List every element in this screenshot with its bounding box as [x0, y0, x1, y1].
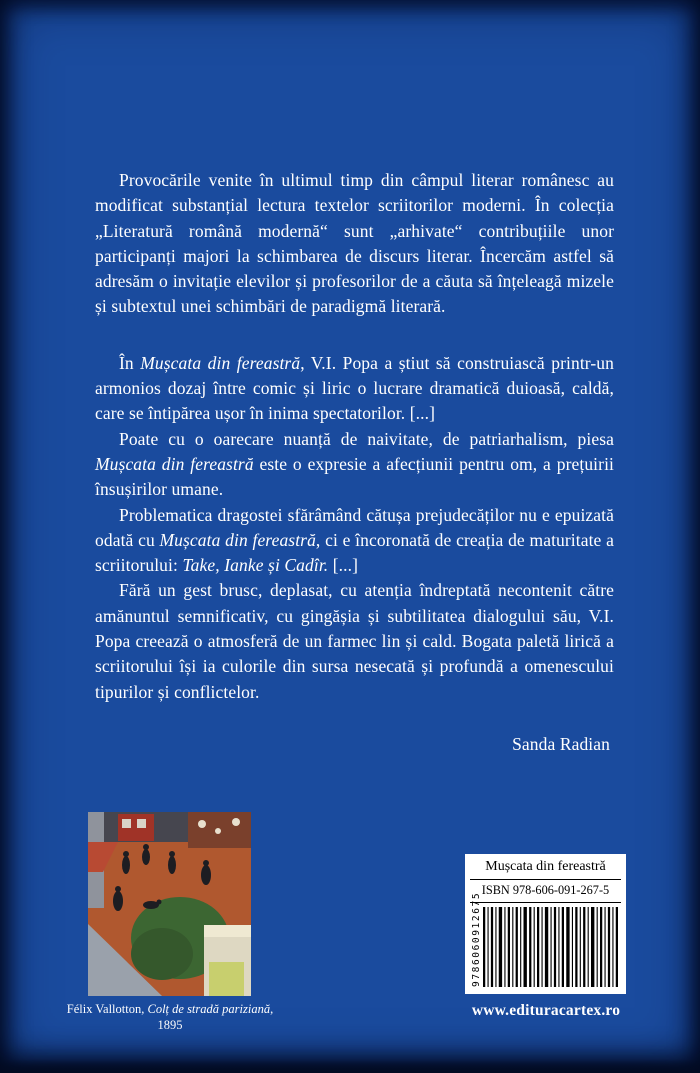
review-text: Poate cu o oarecare nuanță de naivitate, de patriarhalism, piesa — [119, 428, 614, 449]
vallotton-street-scene-illustration — [88, 812, 251, 996]
isbn-number: ISBN 978-606-091-267-5 — [481, 883, 610, 897]
painting-caption — [60, 1001, 280, 1033]
barcode — [470, 891, 621, 987]
painting-year: , 1895 — [157, 1002, 274, 1032]
book-title-italic: Mușcata din fereastră — [159, 529, 316, 550]
review-paragraph — [95, 427, 614, 503]
review-text: este o expresie a afecțiunii pentru om, a prețuirii însușirilor umane. — [95, 453, 614, 500]
book-title-italic: Take, Ianke și Cadîr. — [182, 555, 329, 576]
barcode-digits: 9786060912675 — [471, 891, 482, 987]
book-title-italic: Mușcata din fereastră — [140, 352, 301, 373]
review-text: , ci e încoronată de creația de maturitate a scriitorului: — [95, 529, 614, 576]
review-text: În — [119, 352, 141, 373]
review-paragraph: Fără un gest brusc, deplasat, cu atenția îndreptată necontenit către amănuntul semnificativ, cu gingășia și subtilitatea dialogului său, V.I. Popa creează o atmosferă de un farmec lin și cald. Bogata paletă lirică a scriitorului își ia culorile din sursa nesecată și profundă a omenescului tipurilor și conflictelor. — [95, 580, 614, 702]
cover-bottom-edge — [0, 1059, 700, 1073]
barcode-bars — [483, 907, 618, 987]
divider — [470, 902, 621, 903]
review-text: Problematica dragostei sfărâmând cătușa prejudecăților nu e epuizată odată cu — [95, 504, 614, 550]
back-cover-text — [95, 168, 614, 757]
intro-paragraph: Provocările venite în ultimul timp din câmpul literar românesc au modificat substanțial lectura textelor scriitorilor moderni. În colecția „Literatură română modernă“ sunt „arhivate“ contribuțiile unor participanți majori la schimbarea de discurs literar. Încercăm astfel să adresăm o invitație elevilor și profesorilor de a căuta să înțeleagă mizele și subtextul unei schimbări de paradigmă literară. — [95, 170, 614, 317]
isbn-box — [465, 854, 626, 994]
review-paragraph — [95, 503, 614, 579]
reviewer-signature: Sanda Radian — [512, 733, 610, 754]
review-paragraph — [95, 351, 614, 427]
painting-title: Colț de stradă pariziană — [147, 1002, 271, 1016]
review-text: [...] — [328, 555, 359, 576]
painting-artist: Félix Vallotton, — [66, 1002, 148, 1016]
review-text: , V.I. Popa a știut să construiască printr-un armonios dozaj între comic și liric o lucrare dramatică duioasă, caldă, care se întipărea ușor în inima spectatorilor. [...] — [95, 352, 614, 424]
divider — [470, 879, 621, 880]
painting-image — [88, 812, 251, 996]
publisher-website-url: www.edituracartex.ro — [471, 1002, 621, 1019]
book-title-italic: Mușcata din fereastră — [95, 453, 254, 474]
isbn-box-book-title: Mușcata din fereastră — [485, 859, 606, 874]
